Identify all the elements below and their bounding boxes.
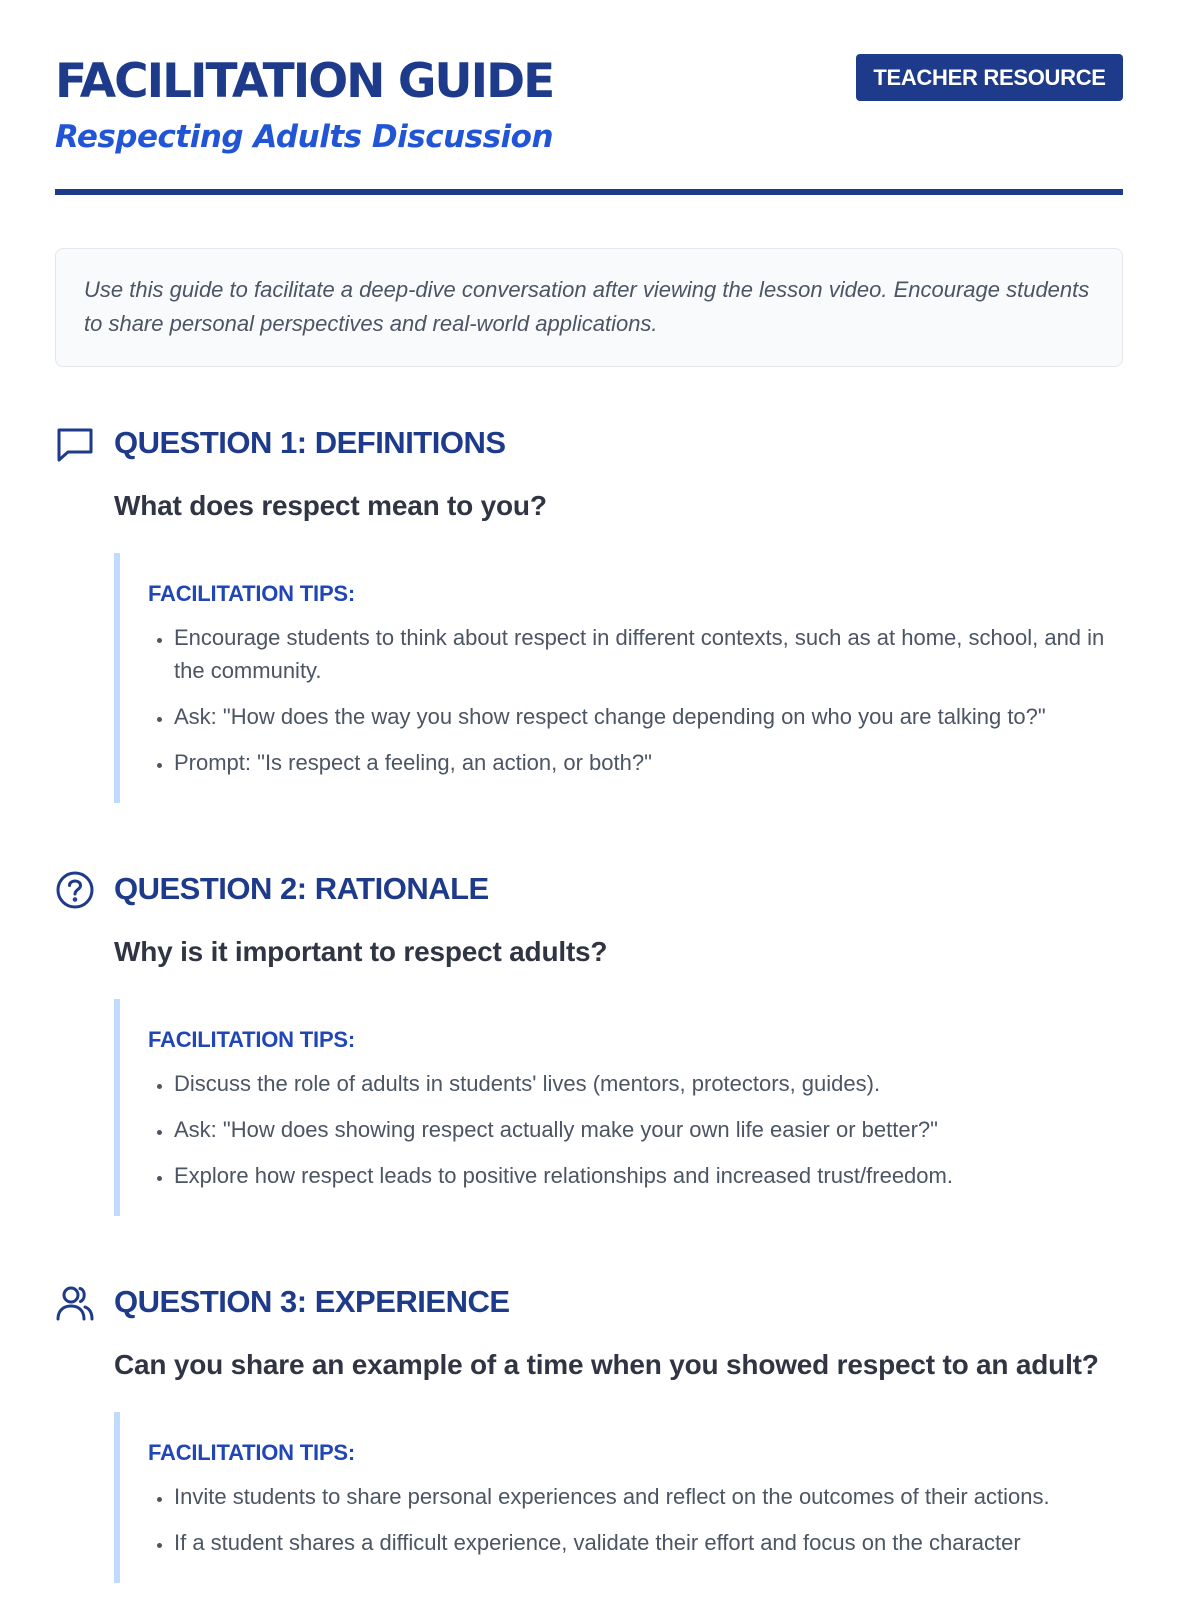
- question-section-2: [55, 865, 1123, 1216]
- tip-item: • Ask: "How does the way you show respect change depending on who you are talking to?": [174, 700, 1123, 733]
- question-text: What does respect mean to you?: [114, 490, 547, 521]
- tip-item: • Prompt: "Is respect a feeling, an action, or both?": [174, 746, 1123, 779]
- tip-item: • If a student shares a difficult experience, validate their effort and focus on the character: [174, 1526, 1123, 1559]
- question-heading: QUESTION 2: RATIONALE: [114, 871, 489, 906]
- tip-item: • Explore how respect leads to positive relationships and increased trust/freedom.: [174, 1159, 1123, 1192]
- tips-list: [148, 1067, 1123, 1192]
- tip-item: • Discuss the role of adults in students' lives (mentors, protectors, guides).: [174, 1067, 1123, 1100]
- chat-bubble-icon: [55, 424, 95, 464]
- facilitation-tips: [114, 1412, 1123, 1583]
- tips-label: FACILITATION TIPS:: [148, 581, 356, 606]
- question-section-3: [55, 1278, 1123, 1583]
- tips-label: FACILITATION TIPS:: [148, 1440, 356, 1465]
- page-title: FACILITATION GUIDE: [55, 54, 554, 109]
- question-text: Why is it important to respect adults?: [114, 936, 608, 967]
- teacher-resource-badge: TEACHER RESOURCE: [856, 54, 1123, 101]
- question-heading: QUESTION 1: DEFINITIONS: [114, 425, 506, 460]
- tip-item: • Ask: "How does showing respect actually make your own life easier or better?": [174, 1113, 1123, 1146]
- tips-list: [148, 1480, 1123, 1559]
- facilitation-tips: [114, 999, 1123, 1216]
- question-circle-icon: [55, 870, 95, 910]
- users-icon: [55, 1283, 95, 1323]
- question-text: Can you share an example of a time when you showed respect to an adult?: [114, 1349, 1099, 1380]
- tips-list: [148, 621, 1123, 779]
- question-heading: QUESTION 3: EXPERIENCE: [114, 1284, 510, 1319]
- question-section-1: [55, 419, 1123, 803]
- page-subtitle: Respecting Adults Discussion: [55, 119, 554, 155]
- tips-label: FACILITATION TIPS:: [148, 1027, 356, 1052]
- tip-item: • Invite students to share personal experiences and reflect on the outcomes of their actions.: [174, 1480, 1123, 1513]
- facilitation-tips: [114, 553, 1123, 803]
- page-header: [55, 0, 1123, 195]
- tip-item: • Encourage students to think about respect in different contexts, such as at home, school, and in the community.: [174, 621, 1123, 687]
- intro-note: Use this guide to facilitate a deep-dive conversation after viewing the lesson video. Encourage students to share personal perspectives and real-world applications.: [55, 248, 1123, 367]
